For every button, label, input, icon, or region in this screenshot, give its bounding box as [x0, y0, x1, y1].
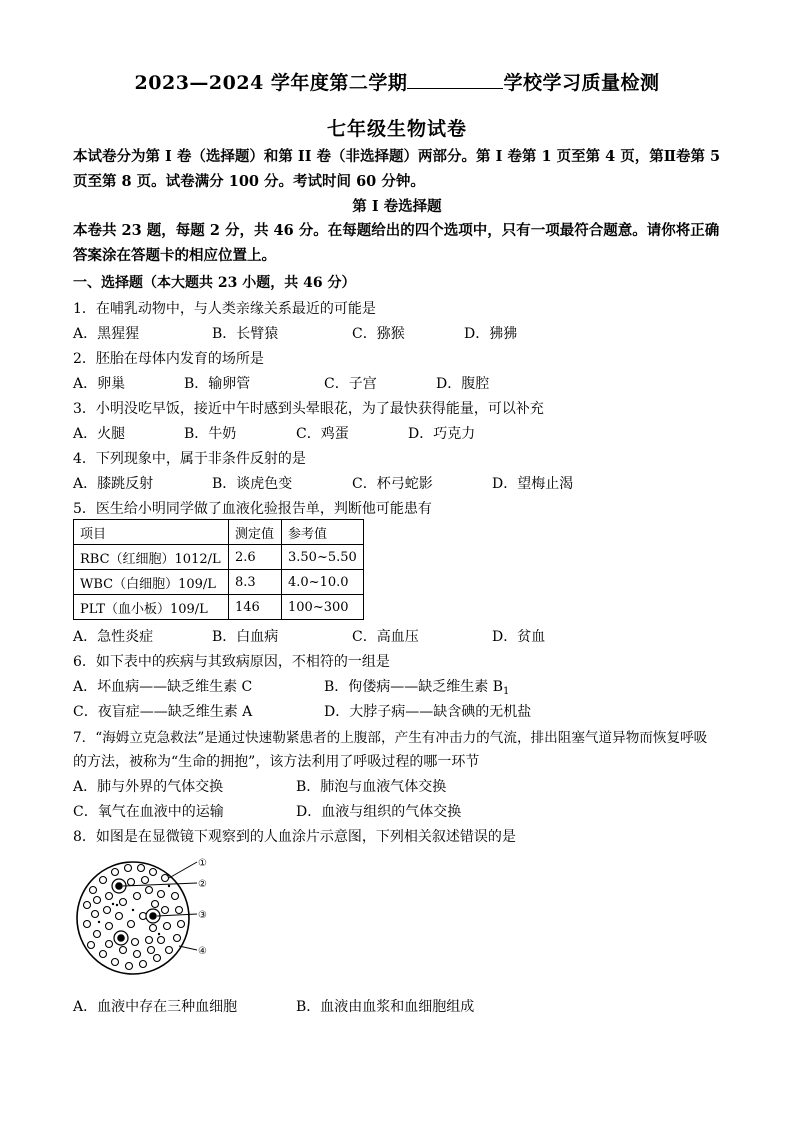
question-5-stem: 5．医生给小明同学做了血液化验报告单，判断他可能患有	[73, 501, 432, 517]
q8-option-b[interactable]: B．血液由血浆和血细胞组成	[296, 999, 475, 1015]
q2-option-a[interactable]: A．卵巢	[73, 376, 126, 392]
table-header-measured: 测定值	[229, 520, 282, 545]
question-7-stem-line1: 7．“海姆立克急救法”是通过快速勒紧患者的上腹部，产生有冲击力的气流，排出阻塞气道异物而恢复呼吸	[73, 730, 708, 746]
label-3: ③	[198, 910, 207, 921]
q3-option-c[interactable]: C．鸡蛋	[296, 426, 349, 442]
table-header-row	[74, 520, 364, 545]
question-8-stem: 8．如图是在显微镜下观察到的人血涂片示意图，下列相关叙述错误的是	[73, 829, 516, 845]
table-cell: 146	[229, 595, 282, 620]
q5-option-a[interactable]: A．急性炎症	[73, 629, 154, 645]
question-3-stem: 3．小明没吃早饭，接近中午时感到头晕眼花，为了最快获得能量，可以补充	[73, 401, 544, 417]
q8-option-a[interactable]: A．血液中存在三种血细胞	[73, 999, 238, 1015]
table-header-item: 项目	[74, 520, 229, 545]
q7-option-d[interactable]: D．血液与组织的气体交换	[296, 804, 462, 820]
question-4-stem: 4．下列现象中，属于非条件反射的是	[73, 451, 306, 467]
q1-option-a[interactable]: A．黑猩猩	[73, 326, 140, 342]
question-7-stem-line2: 的方法，被称为“生命的拥抱”，该方法利用了呼吸过程的哪一环节	[73, 754, 480, 770]
q1-option-d[interactable]: D．狒狒	[464, 326, 518, 342]
exam-title	[0, 68, 794, 95]
q5-option-c[interactable]: C．高血压	[352, 629, 419, 645]
label-2: ②	[198, 879, 207, 890]
school-name-blank[interactable]	[407, 70, 503, 89]
q3-option-d[interactable]: D．巧克力	[408, 426, 476, 442]
table-cell: WBC（白细胞）109/L	[74, 570, 229, 595]
table-cell: 100~300	[282, 595, 364, 620]
label-4: ④	[198, 946, 207, 957]
q2-option-c[interactable]: C．子宫	[324, 376, 377, 392]
q7-option-b[interactable]: B．肺泡与血液气体交换	[296, 779, 447, 795]
q7-option-a[interactable]: A．肺与外界的气体交换	[73, 779, 224, 795]
q4-option-b[interactable]: B．谈虎色变	[212, 476, 293, 492]
q4-option-d[interactable]: D．望梅止渴	[492, 476, 574, 492]
title-prefix: 2023—2024 学年度第二学期	[134, 72, 408, 94]
table-row	[74, 570, 364, 595]
q6-option-d[interactable]: D．大脖子病——缺含碘的无机盐	[324, 704, 532, 720]
q1-option-b[interactable]: B．长臂猿	[212, 326, 279, 342]
q5-option-b[interactable]: B．白血病	[212, 629, 279, 645]
q5-option-d[interactable]: D．贫血	[492, 629, 546, 645]
blood-smear-diagram	[73, 850, 213, 990]
table-cell: 4.0~10.0	[282, 570, 364, 595]
table-cell: PLT（血小板）109/L	[74, 595, 229, 620]
table-cell: 8.3	[229, 570, 282, 595]
q6-option-b-subscript: 1	[503, 686, 510, 697]
question-1-stem: 1．在哺乳动物中，与人类亲缘关系最近的可能是	[73, 301, 376, 317]
q4-option-a[interactable]: A．膝跳反射	[73, 476, 154, 492]
q1-option-c[interactable]: C．猕猴	[352, 326, 405, 342]
question-2-stem: 2．胚胎在母体内发育的场所是	[73, 351, 264, 367]
q6-option-b-text: B．佝偻病——缺乏维生素 B	[324, 679, 504, 695]
blood-test-table	[73, 519, 364, 620]
part1-heading: 一、选择题（本大题共 23 小题，共 46 分）	[73, 275, 356, 291]
q6-option-b[interactable]	[324, 676, 509, 697]
title-suffix: 学校学习质量检测	[503, 72, 660, 94]
exam-instructions: 本试卷分为第 I 卷（选择题）和第 II 卷（非选择题）两部分。第 I 卷第 1 页至第 4 页，第Ⅱ卷第 5 页至第 8 页。试卷满分 100 分。考试时间 60 分钟。	[73, 148, 721, 190]
q2-option-b[interactable]: B．输卵管	[184, 376, 251, 392]
q6-option-a[interactable]: A．坏血病——缺乏维生素 C	[73, 679, 253, 695]
table-row	[74, 595, 364, 620]
exam-subtitle: 七年级生物试卷	[326, 118, 467, 140]
section1-title: 第 I 卷选择题	[352, 198, 442, 215]
question-6-stem: 6．如下表中的疾病与其致病原因，不相符的一组是	[73, 654, 390, 670]
q4-option-c[interactable]: C．杯弓蛇影	[352, 476, 433, 492]
diagram-labels	[198, 858, 207, 957]
q2-option-d[interactable]: D．腹腔	[436, 376, 490, 392]
label-1: ①	[198, 858, 207, 869]
table-row	[74, 545, 364, 570]
q7-option-c[interactable]: C．氧气在血液中的运输	[73, 804, 224, 820]
q3-option-a[interactable]: A．火腿	[73, 426, 126, 442]
table-cell: 3.50~5.50	[282, 545, 364, 570]
q6-option-c[interactable]: C．夜盲症——缺乏维生素 A	[73, 704, 253, 720]
table-cell: 2.6	[229, 545, 282, 570]
section1-instructions: 本卷共 23 题，每题 2 分，共 46 分。在每题给出的四个选项中，只有一项最符合题意。请你将正确答案涂在答题卡的相应位置上。	[73, 222, 720, 264]
q3-option-b[interactable]: B．牛奶	[184, 426, 237, 442]
table-header-reference: 参考值	[282, 520, 364, 545]
table-cell: RBC（红细胞）1012/L	[74, 545, 229, 570]
